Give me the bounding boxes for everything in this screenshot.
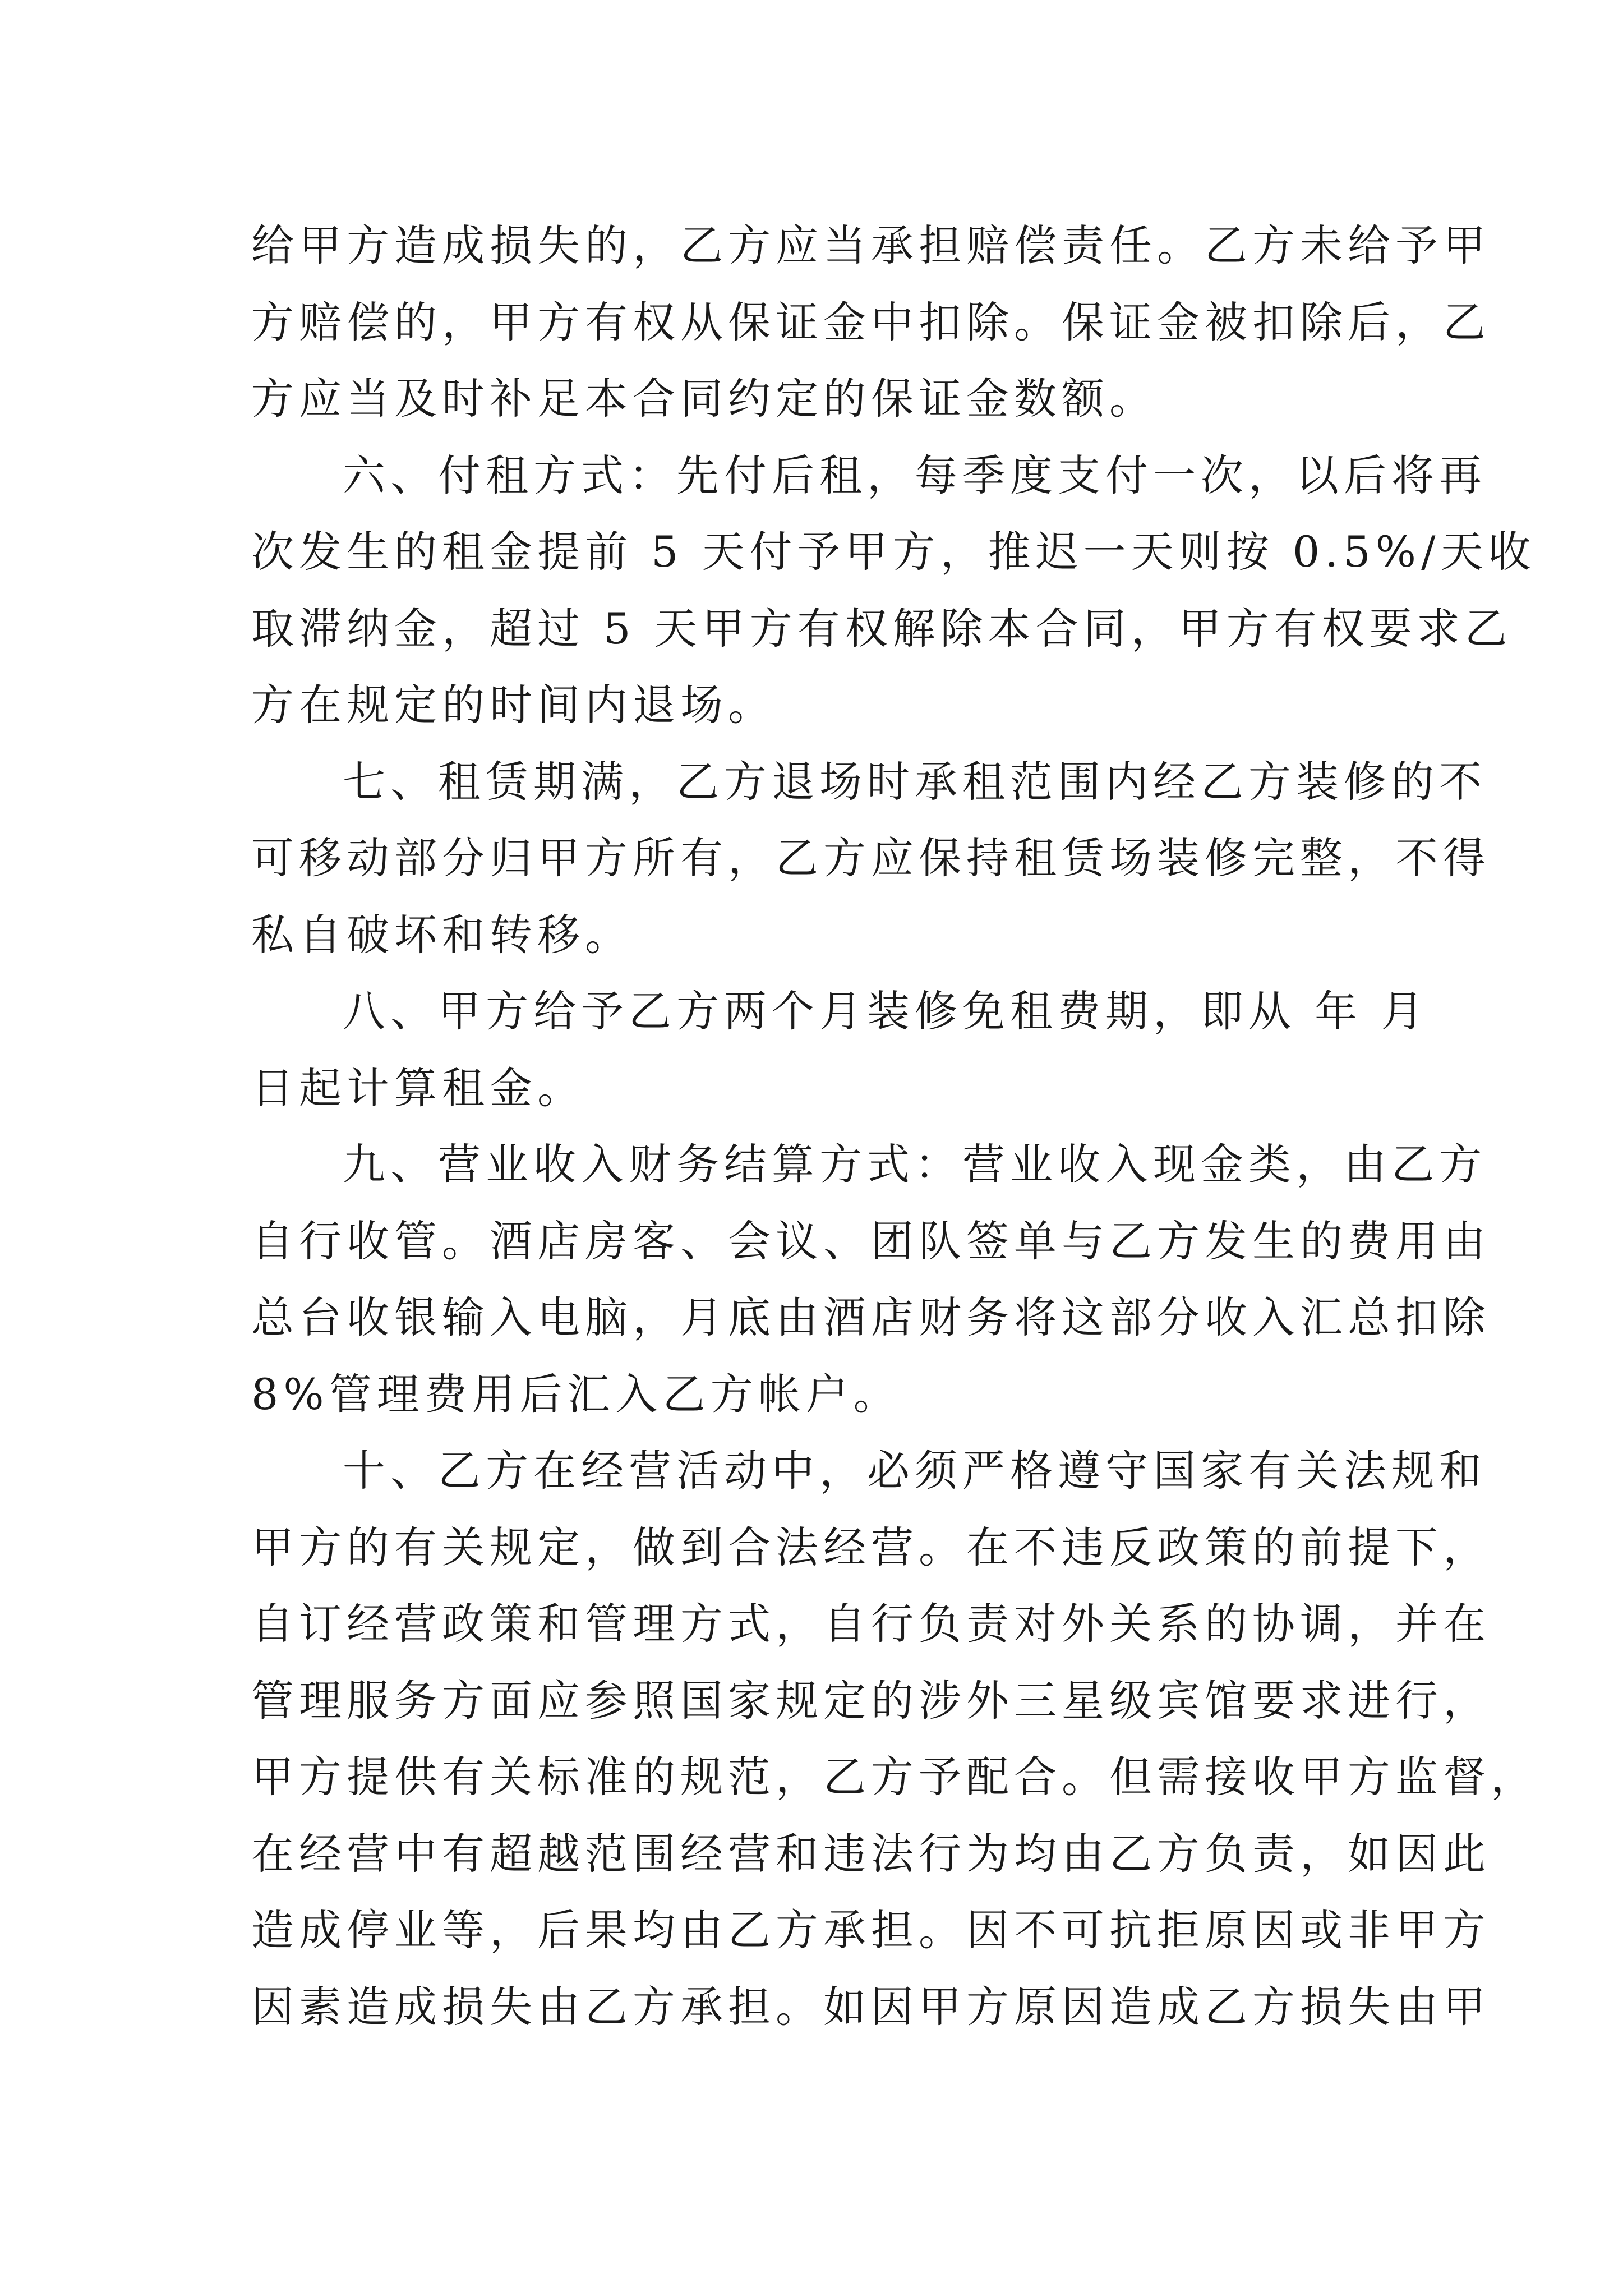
- body-line: 可移动部分归甲方所有，乙方应保持租赁场装修完整，不得: [251, 833, 1491, 883]
- clause-10-start: 十、乙方在经营活动中，必须严格遵守国家有关法规和: [343, 1446, 1487, 1496]
- body-line: 自行收管。酒店房客、会议、团队签单与乙方发生的费用由: [251, 1216, 1491, 1266]
- body-line: 在经营中有超越范围经营和违法行为均由乙方负责，如因此: [251, 1828, 1491, 1879]
- body-line: 日起计算租金。: [251, 1062, 585, 1113]
- body-line: 方应当及时补足本合同约定的保证金数额。: [251, 374, 1157, 424]
- body-line: 8%管理费用后汇入乙方帐户。: [251, 1369, 901, 1419]
- body-line: 方赔偿的，甲方有权从保证金中扣除。保证金被扣除后，乙: [251, 297, 1491, 347]
- body-line: 甲方的有关规定，做到合法经营。在不违反政策的前提下，: [251, 1522, 1491, 1572]
- body-line: 次发生的租金提前 5 天付予甲方，推迟一天则按 0.5%/天收: [251, 527, 1536, 577]
- body-line: 管理服务方面应参照国家规定的涉外三星级宾馆要求进行，: [251, 1675, 1491, 1726]
- body-line: 给甲方造成损失的，乙方应当承担赔偿责任。乙方未给予甲: [251, 220, 1491, 270]
- clause-9-start: 九、营业收入财务结算方式：营业收入现金类，由乙方: [343, 1139, 1487, 1189]
- body-line: 方在规定的时间内退场。: [251, 680, 776, 730]
- clause-6-start: 六、付租方式：先付后租，每季度支付一次，以后将再: [343, 450, 1487, 500]
- body-line: 因素造成损失由乙方承担。如因甲方原因造成乙方损失由甲: [251, 1981, 1491, 2032]
- clause-8-start: 八、甲方给予乙方两个月装修免租费期，即从 年 月: [343, 986, 1429, 1036]
- body-line: 造成停业等，后果均由乙方承担。因不可抗拒原因或非甲方: [251, 1905, 1491, 1955]
- body-line: 自订经营政策和管理方式，自行负责对外关系的协调，并在: [251, 1599, 1491, 1649]
- document-page: [251, 208, 1538, 2045]
- body-line: 甲方提供有关标准的规范，乙方予配合。但需接收甲方监督，: [251, 1752, 1538, 1802]
- body-line: 取滞纳金，超过 5 天甲方有权解除本合同，甲方有权要求乙: [251, 603, 1513, 654]
- clause-7-start: 七、租赁期满，乙方退场时承租范围内经乙方装修的不: [343, 756, 1487, 807]
- body-line: 总台收银输入电脑，月底由酒店财务将这部分收入汇总扣除: [251, 1292, 1491, 1342]
- body-line: 私自破坏和转移。: [251, 909, 633, 960]
